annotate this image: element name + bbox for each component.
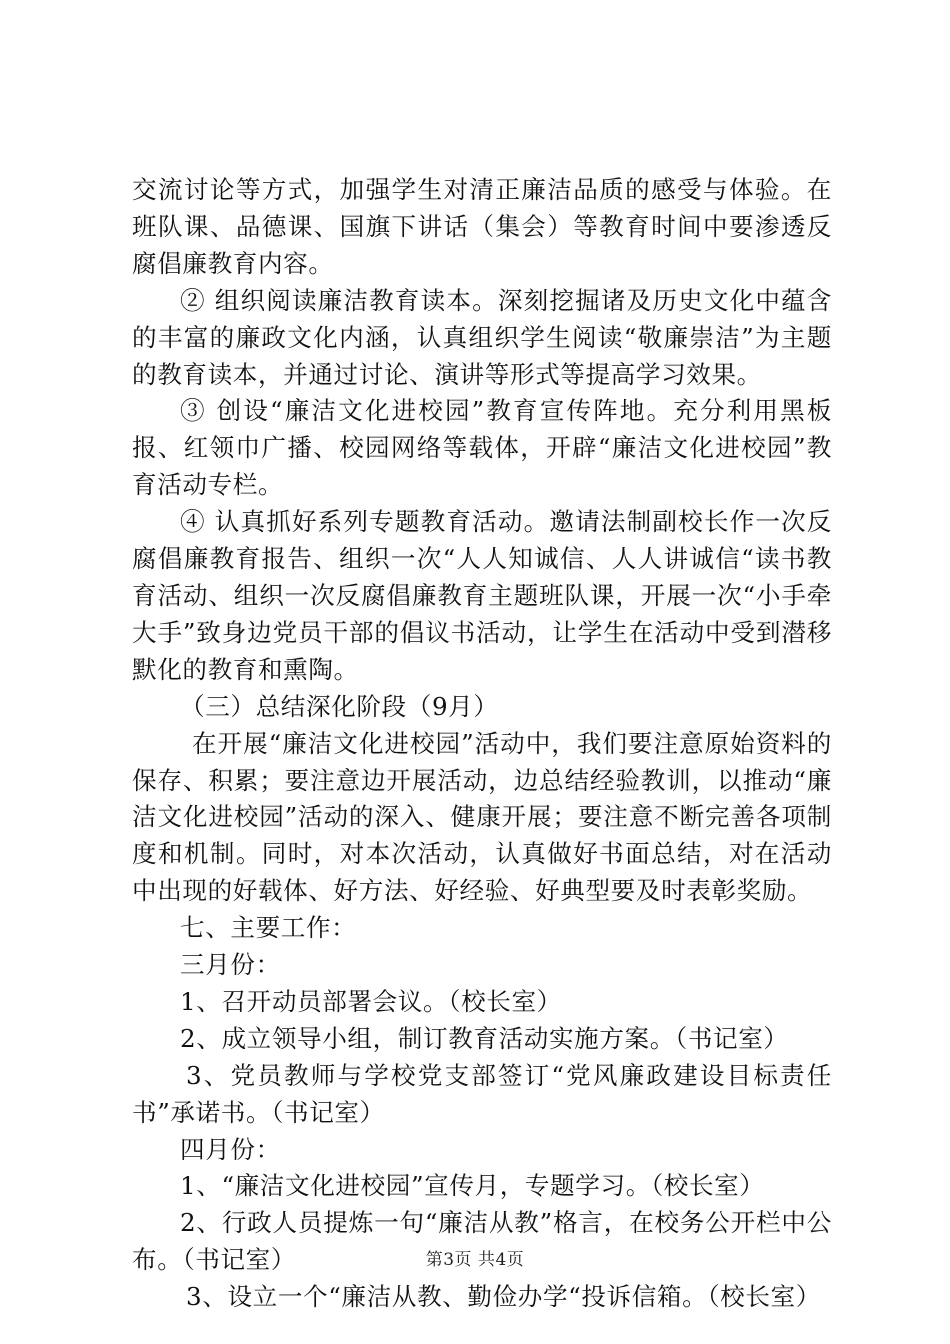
list-item-april-1: 1、“廉洁文化进校园”宣传月，专题学习。（校长室） xyxy=(180,1171,765,1201)
paragraph-publicity-position: ③ 创设“廉洁文化进校园”教育宣传阵地。充分利用黑板报、红领巾广播、校园网络等载体，开辟“廉洁文化进校园”教育活动专栏。 xyxy=(132,396,832,500)
document-body xyxy=(132,172,832,1316)
month-heading-march: 三月份： xyxy=(180,950,281,980)
paragraph-summary-stage: 在开展“廉洁文化进校园”活动中，我们要注意原始资料的保存、积累；要注意边开展活动，边总结经验教训，以推动“廉洁文化进校园”活动的深入、健康开展；要注意不断完善各项制度和机制。同时，对本次活动，认真做好书面总结，对在活动中出现的好载体、好方法、好经验、好典型要及时表彰奖励。 xyxy=(132,728,832,906)
month-heading-april: 四月份： xyxy=(180,1134,281,1164)
page-number-footer: 第3页 共4页 xyxy=(425,1250,525,1270)
list-item-march-3: 3、党员教师与学校党支部签订“党风廉政建设目标责任书”承诺书。（书记室） xyxy=(132,1060,832,1127)
section-heading-main-work: 七、主要工作： xyxy=(180,913,357,943)
paragraph-education-methods: 交流讨论等方式，加强学生对清正廉洁品质的感受与体验。在班队课、品德课、国旗下讲话（集会）等教育时间中要渗透反腐倡廉教育内容。 xyxy=(132,175,832,278)
list-item-march-1: 1、召开动员部署会议。（校长室） xyxy=(180,986,562,1016)
section-heading-summary-stage: （三）总结深化阶段（9月） xyxy=(180,691,499,721)
list-item-april-2: 2、行政人员提炼一句“廉洁从教”格言，在校务公开栏中公布。（书记室） xyxy=(132,1208,832,1275)
paragraph-thematic-activities: ④ 认真抓好系列专题教育活动。邀请法制副校长作一次反腐倡廉教育报告、组织一次“人人知诚信、人人讲诚信“读书教育活动、组织一次反腐倡廉教育主题班队课，开展一次“小手牵大手”致身边党员干部的倡议书活动，让学生在活动中受到潜移默化的教育和熏陶。 xyxy=(132,507,832,684)
list-item-april-3: 3、设立一个“廉洁从教、勤俭办学“投诉信箱。（校长室） xyxy=(186,1282,821,1312)
paragraph-reading-materials: ② 组织阅读廉洁教育读本。深刻挖掘诸及历史文化中蕴含的丰富的廉政文化内涵，认真组织学生阅读“敬廉崇洁”为主题的教育读本，并通过讨论、演讲等形式等提高学习效果。 xyxy=(132,285,832,389)
list-item-march-2: 2、成立领导小组，制订教育活动实施方案。（书记室） xyxy=(180,1023,789,1053)
